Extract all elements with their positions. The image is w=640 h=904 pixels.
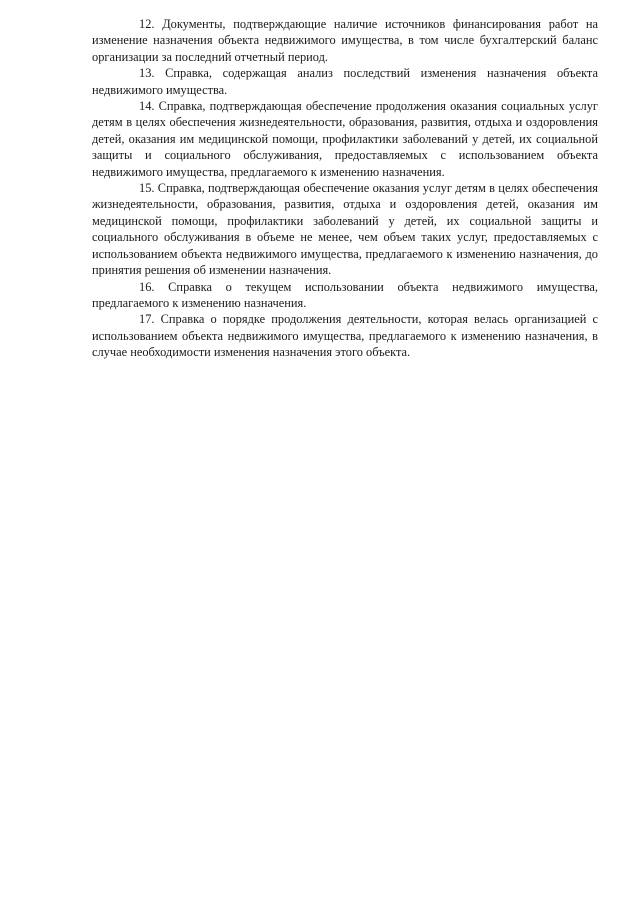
paragraph-16: 16. Справка о текущем использовании объекта недвижимого имущества, предлагаемого к изменению назначения. — [92, 279, 598, 310]
paragraph-14: 14. Справка, подтверждающая обеспечение продолжения оказания социальных услуг детям в целях обеспечения жизнедеятельности, образования, развития, отдыха и оздоровления детей, оказания им медицинской помощи, профилактики заболеваний у детей, их социальной защиты и социального обслуживания, предоставляемых с использованием объекта недвижимого имущества, предлагаемого к изменению назначения. — [92, 99, 598, 179]
paragraph-12: 12. Документы, подтверждающие наличие источников финансирования работ на изменение назначения объекта недвижимого имущества, в том числе бухгалтерский баланс организации за последний отчетный период. — [92, 17, 598, 64]
paragraph-17: 17. Справка о порядке продолжения деятельности, которая велась организацией с использованием объекта недвижимого имущества, предлагаемого к изменению назначения, в случае необходимости изменения назначения этого объекта. — [92, 312, 598, 360]
paragraph-15: 15. Справка, подтверждающая обеспечение оказания услуг детям в целях обеспечения жизнедеятельности, образования, развития, отдыха и оздоровления детей, оказания им медицинской помощи, профилактики заболеваний у детей, их социальной защиты и социального обслуживания в объеме не менее, чем объем таких услуг, предоставляемых с использованием объекта недвижимого имущества, предлагаемого к изменению назначения, до принятия решения об изменении назначения. — [92, 181, 598, 278]
document-page — [92, 16, 598, 361]
paragraph-13: 13. Справка, содержащая анализ последствий изменения назначения объекта недвижимого имущества. — [92, 66, 598, 97]
